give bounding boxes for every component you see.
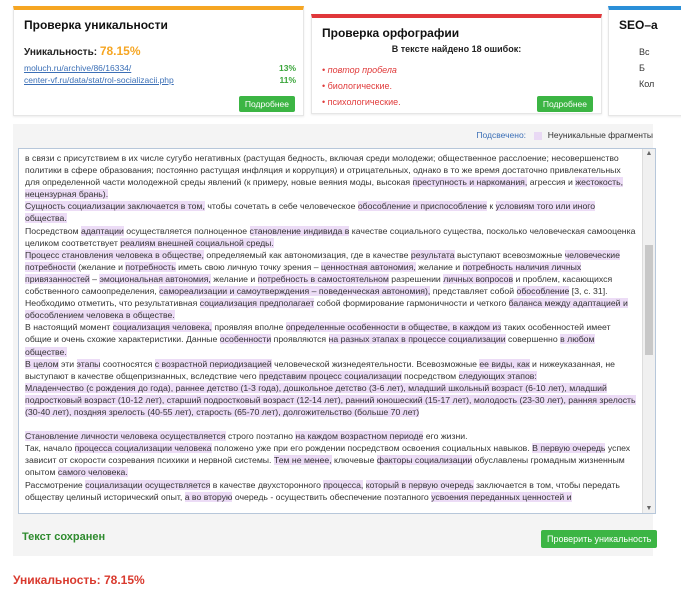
source-percent: 11%: [279, 75, 296, 85]
text-fragment: обуславлены громадным жизненным опытом: [25, 455, 625, 478]
text-fragment: Так, начало: [25, 443, 75, 454]
uniqueness-card: [13, 6, 304, 116]
non-unique-fragment: обособление и приспособление: [357, 201, 487, 212]
text-paragraph: [25, 297, 637, 321]
non-unique-fragment: который в первую очередь: [365, 479, 474, 490]
non-unique-fragment: Младенчество (с рождения до года), раннее детство (1-3 года), дошкольное детство (3-6 лет), младший школьный возраст (6-10 лет), младший подростковый возраст (10-12 лет), старший подростковый возраст (12-14 лет), ранний юношеский (15-17 лет), молодость (23-30 лет), ранняя зрелость (30-40 лет), поздняя зрелость (40-55 лет), старость (65-70 лет), долгожительство (больше 70 лет): [25, 382, 636, 417]
text-fragment: эти: [58, 358, 77, 369]
text-fragment: качестве социального существа, посколько человеческая самооценка целиком соответствует: [25, 225, 636, 248]
spelling-details-button[interactable]: Подробнее: [537, 96, 593, 112]
text-fragment: выступают всевозможные: [454, 249, 565, 260]
text-paragraph: [25, 479, 637, 503]
non-unique-fragment: с возрастной периодизацией: [154, 358, 272, 369]
text-fragment: строго поэтапно: [225, 431, 296, 442]
spelling-card-title: Проверка орфографии: [322, 26, 460, 40]
text-fragment: собой формирование гармоничности и четкого: [314, 298, 509, 309]
non-unique-fragment: адаптации: [81, 225, 124, 236]
legend-swatch: [534, 132, 542, 140]
text-paragraph: [25, 442, 637, 478]
non-unique-fragment: обособление: [516, 286, 570, 297]
scroll-down-icon[interactable]: ▼: [645, 505, 653, 512]
text-fragment: проявляются: [271, 334, 329, 345]
non-unique-fragment: социализация предполагает: [199, 298, 315, 309]
spelling-error-item[interactable]: • повтор пробела: [322, 62, 401, 78]
text-fragment: к: [486, 201, 496, 212]
non-unique-fragment: личных вопросов: [443, 273, 514, 284]
non-unique-fragment: определенные особенности в обществе, в каждом из: [285, 322, 502, 333]
non-unique-fragment: потребность в самостоятельном: [257, 273, 389, 284]
text-fragment: (желание и: [75, 261, 126, 272]
source-row: [24, 63, 296, 73]
text-fragment: совершенно: [505, 334, 561, 345]
non-unique-fragment: самореализации и самоутверждения – поведенческая автономия),: [159, 286, 431, 297]
text-paragraph: [25, 430, 637, 442]
text-fragment: Посредством: [25, 225, 82, 236]
non-unique-fragment: В целом: [25, 358, 59, 369]
non-unique-fragment: условиям того или иного общества.: [25, 201, 596, 224]
non-unique-fragment: в любом обществе.: [25, 334, 595, 357]
text-paragraph: [25, 249, 637, 297]
text-fragment: соотносятся: [100, 358, 155, 369]
legend-item: Неуникальные фрагменты: [547, 130, 653, 140]
text-fragment: посредством: [401, 370, 459, 381]
non-unique-fragment: Становление личности человека осуществляется: [25, 431, 226, 442]
text-paragraph: [25, 200, 637, 224]
non-unique-fragment: баланса между адаптацией и обособлением человека в обществе.: [25, 298, 628, 321]
non-unique-fragment: на разных этапах в процессе социализации: [328, 334, 506, 345]
non-unique-fragment: особенности: [219, 334, 272, 345]
non-unique-fragment: преступность и наркомания,: [412, 177, 528, 188]
save-status: Текст сохранен: [22, 531, 106, 543]
seo-metric-line: Кол: [639, 79, 655, 89]
text-fragment: таких особенностей имеет общие и очень схожие характеристики. Данные: [25, 322, 611, 345]
source-row: [24, 75, 296, 85]
text-fragment: представляет собой: [430, 286, 517, 297]
non-unique-fragment: эмоциональная автономия,: [99, 273, 211, 284]
text-fragment: желание и: [415, 261, 463, 272]
seo-metrics: [639, 44, 654, 92]
spelling-error-list: [322, 62, 401, 110]
text-fragment: –: [89, 273, 100, 284]
non-unique-fragment: потребность: [125, 261, 176, 272]
text-fragment: агрессия и: [527, 177, 576, 188]
non-unique-fragment: социализация человека,: [112, 322, 212, 333]
uniqueness-details-button[interactable]: Подробнее: [239, 96, 295, 112]
non-unique-fragment: факторы социализации: [376, 455, 473, 466]
text-fragment: желание и: [210, 273, 258, 284]
text-fragment: Рассмотрение: [25, 479, 86, 490]
text-fragment: ключевые: [331, 455, 377, 466]
non-unique-fragment: человеческие потребности: [25, 249, 620, 272]
text-fragment: определяемый как автономизация, где в качестве: [203, 249, 411, 260]
text-editor[interactable]: [18, 148, 656, 514]
seo-metric-line: Б: [639, 63, 645, 73]
non-unique-fragment: а во вторую: [184, 491, 233, 502]
text-fragment: положено уже при его рождении посредством освоения социальных навыков.: [211, 443, 533, 454]
text-fragment: очередь - осуществить обеспечение поэтапного: [232, 491, 432, 502]
uniqueness-summary: [24, 44, 141, 58]
text-paragraph: [25, 321, 637, 357]
non-unique-fragment: В первую очередь: [532, 443, 606, 454]
non-unique-fragment: ее виды, как: [479, 358, 530, 369]
text-paragraph: [25, 358, 637, 382]
seo-card-title: SEO–а: [619, 18, 658, 32]
non-unique-fragment: реалиям внешней социальной среды.: [120, 237, 274, 248]
text-fragment: в качестве двухсторонного: [210, 479, 324, 490]
non-unique-fragment: на каждом возрастном периоде: [295, 431, 424, 442]
spelling-card: [311, 14, 602, 114]
uniqueness-value: 78.15%: [99, 44, 141, 58]
seo-metric-line: Вс: [639, 47, 650, 57]
editor-panel: [13, 124, 653, 556]
non-unique-fragment: представим процесс социализации: [258, 370, 402, 381]
non-unique-fragment: процесса социализации человека: [74, 443, 212, 454]
spelling-error-item[interactable]: • биологические.: [322, 78, 401, 94]
non-unique-fragment: Сущность социализации заключается в том,: [25, 201, 205, 212]
non-unique-fragment: Процесс становления человека в обществе,: [25, 249, 204, 260]
text-paragraph: [25, 382, 637, 418]
non-unique-fragment: ценностная автономия,: [320, 261, 416, 272]
non-unique-fragment: жестокость, нецензурная брань).: [25, 177, 624, 200]
text-fragment: заключается в том, чтобы передать обществу целиный исторический опыт,: [25, 479, 620, 502]
non-unique-fragment: Тем не менее,: [273, 455, 332, 466]
non-unique-fragment: самого человека.: [57, 467, 128, 478]
source-link[interactable]: moluch.ru/archive/86/16334/: [24, 63, 132, 73]
scroll-up-icon[interactable]: ▲: [645, 150, 653, 157]
text-fragment: иметь свою личную точку зрения –: [175, 261, 321, 272]
highlight-legend: [476, 130, 653, 140]
text-fragment: Необходимо отметить, что результативная: [25, 298, 200, 309]
text-paragraph: [25, 225, 637, 249]
uniqueness-card-title: Проверка уникальности: [24, 18, 168, 32]
bottom-uniqueness: Уникальность: 78.15%: [13, 573, 145, 587]
check-uniqueness-button[interactable]: Проверить уникальность: [541, 530, 657, 548]
uniqueness-label: Уникальность:: [24, 47, 98, 58]
text-fragment: человеческой жизнедеятельности. Всевозможные: [271, 358, 480, 369]
non-unique-fragment: социализации осуществляется: [85, 479, 211, 490]
spelling-error-item[interactable]: • психологические.: [322, 94, 401, 110]
text-fragment: и проблем, касающихся собственного самоопределения,: [25, 273, 613, 297]
legend-label: Подсвечено:: [476, 130, 527, 140]
text-paragraph: [25, 152, 637, 200]
text-fragment: чтобы сочетать в себе человеческое: [204, 201, 358, 212]
text-fragment: В настоящий момент: [25, 322, 113, 333]
non-unique-fragment: результата: [410, 249, 455, 260]
non-unique-fragment: следующих этапов:: [458, 370, 537, 381]
text-fragment: в связи с присутствием в их числе сугубо негативных (растущая бедность, включая среди молодежи; общественное расслоение; несовершенство политики в сфере образования; постоянно растущая инфляция и коррупция) и отрицательных, однако в то же время достаточно привлекательных для определенной части молодежной среды явлений (к примеру, новые веяния моды, высокая: [25, 153, 621, 188]
source-link[interactable]: center-vf.ru/data/stat/rol-socializacii.php: [24, 75, 174, 85]
text-fragment: успех зависит от скорости созревания психики и нервной системы.: [25, 443, 631, 466]
non-unique-fragment: усвоения переданных ценностей и: [431, 491, 572, 502]
text-fragment: его жизни.: [423, 431, 468, 442]
non-unique-fragment: становление индивида в: [249, 225, 350, 236]
editor-scrollbar[interactable]: [642, 149, 655, 513]
text-paragraph: [25, 418, 637, 430]
non-unique-fragment: процесса,: [323, 479, 364, 490]
non-unique-fragment: потребность наличия личных привязанностей: [25, 261, 582, 284]
text-fragment: [3, с. 31].: [569, 286, 608, 297]
text-content[interactable]: [25, 152, 637, 503]
non-unique-fragment: этапы: [76, 358, 101, 369]
text-fragment: и нижеуказанная, не выступают в качестве общепризнанных, вследствие чего: [25, 358, 615, 381]
scroll-thumb[interactable]: [645, 245, 653, 355]
spelling-error-count: В тексте найдено 18 ошибок:: [391, 44, 522, 54]
source-percent: 13%: [278, 63, 296, 73]
seo-card: [608, 6, 681, 116]
text-fragment: разрешении: [388, 273, 444, 284]
text-fragment: проявляя вполне: [211, 322, 286, 333]
text-fragment: осуществляется полноценное: [123, 225, 250, 236]
